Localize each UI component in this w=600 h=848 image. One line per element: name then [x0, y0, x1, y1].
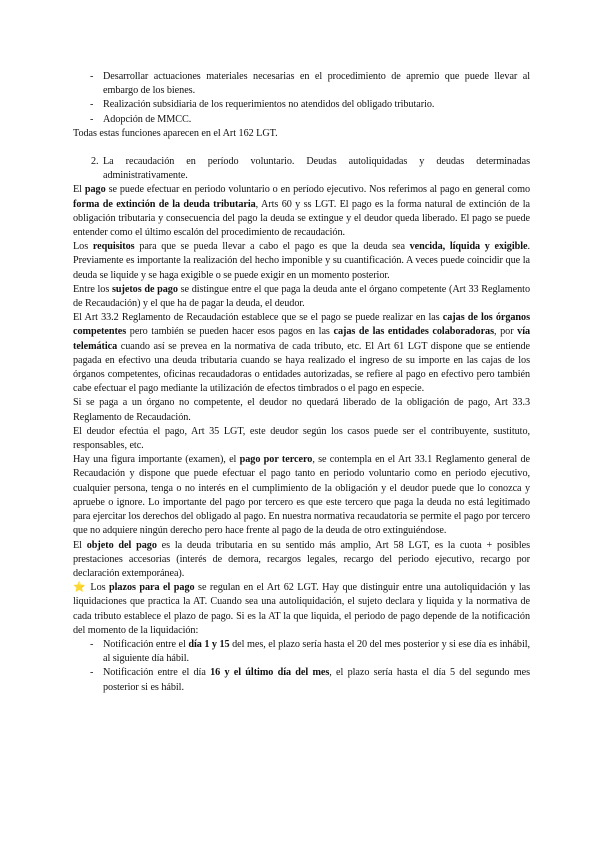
text-run: se puede efectuar en periodo voluntario o en período ejecutivo. Nos referimos al pago en general como — [105, 184, 530, 196]
text-run: , se contempla en el Art 33.1 Reglamento general de Recaudación y dispone que puede efectuar el pago tanto en periodo voluntario como en periodo ejecutivo, cualquier persona, tenga o no interés en el cumplimiento de la obligación y el deudor puede que lo conozca y apruebe o ignore. Lo importante del pago por tercero es que este tercero que paga la deuda no está legitimado para ejercitar los derechos del obligado al pago. En nuestra normativa recaudatoria se permite el pago por tercero que no adquiere ningún derecho pero hace frente al pago de la deuda de otro extinguiéndose. — [73, 454, 530, 537]
list-item — [73, 666, 530, 694]
text-run: es la deuda tributaria en su sentido más amplio, Art 58 LGT, es la cuota + posibles prestaciones accesorias (interés de demora, recargos legales, recargo del periodo ejecutivo, recargo por declaración extemporánea). — [73, 539, 530, 579]
bold-term: 16 y el último día del mes — [210, 667, 330, 679]
section-number: 2. — [91, 156, 99, 168]
bold-term: forma de extinción de la deuda tributaria — [73, 198, 256, 210]
text-run: Notificación entre el — [103, 638, 189, 650]
section-title: La recaudación en período voluntario. Deudas autoliquidadas y deudas determinadas administrativamente. — [103, 156, 530, 182]
text-run: del mes, el plazo sería hasta el 20 del mes posterior y si ese día es inhábil, al siguiente día hábil. — [103, 638, 531, 665]
text-run: , Arts 60 y ss LGT. El pago es la forma natural de extinción de la obligación tributaria y consecuencia del pago la deuda se extingue y el deudor queda liberado. El pago se puede entender como el último escalón del procedimiento de recaudación. — [73, 198, 530, 239]
bold-term: sujetos de pago — [111, 283, 178, 295]
paragraph-pago — [73, 183, 530, 240]
paragraph-deudor: El deudor efectúa el pago, Art 35 LGT, este deudor según los casos puede ser el contribuyente, sustituto, responsables, etc. — [73, 425, 530, 452]
list-dash: - — [90, 99, 94, 111]
list-dash: - — [90, 638, 94, 650]
text-run: , por — [494, 326, 518, 338]
functions-list — [73, 70, 530, 127]
text-run: Los — [90, 582, 110, 594]
plazos-list — [73, 638, 530, 695]
bold-term: pago por tercero — [239, 454, 313, 466]
list-item — [73, 113, 530, 127]
paragraph-requisitos — [73, 240, 530, 283]
paragraph-plazos — [73, 581, 530, 638]
text-run: Entre los — [73, 283, 112, 295]
text-run: se regulan en el Art 62 LGT. Hay que distinguir entre una autoliquidación y las liquidaciones que practica la AT. Cuando sea una autoliquidación, el sujeto declara y liquida y la normativa de cada tributo establece el plazo de pago. Si es la AT la que liquida, el periodo de pago depende de la notificación del momento de la liquidación: — [73, 582, 530, 636]
text-run: El Art 33.2 Reglamento de Recaudación establece que se el pago se puede realizar en las — [73, 312, 443, 324]
bold-term: requisitos — [92, 241, 135, 253]
list-item-text: Realización subsidiaria de los requerimientos no atendidos del obligado tributario. — [103, 99, 435, 111]
paragraph-organo-no-competente: Si se paga a un órgano no competente, el deudor no quedará liberado de la obligación de pago, Art 33.3 Reglamento de Recaudación. — [73, 397, 530, 423]
bold-term: vencida, líquida y exigible — [409, 241, 528, 253]
text-run: El — [73, 184, 85, 196]
text-run: para que se pueda llevar a cabo el pago es que la deuda sea — [134, 241, 410, 253]
list-dash: - — [90, 71, 94, 82]
list-item — [73, 98, 530, 112]
text-run: pero también se pueden hacer esos pagos en las — [126, 326, 334, 338]
bold-term: pago — [84, 184, 106, 196]
bold-term: vía telemática — [73, 326, 531, 352]
list-item — [73, 638, 530, 666]
bold-term: día 1 y 15 — [188, 638, 230, 650]
text-run: se distingue entre el que paga la deuda ante el órgano competente (Art 33 Reglamento de Recaudación) y el que ha de pagar la deuda, el deudor. — [73, 283, 530, 310]
text-run: El — [73, 539, 87, 551]
text-run: . Previamente es importante la realización del hecho imponible y su cuantificación. A veces puede coincidir que la deuda se liquide y se haga exigible o se puede exigir en un momento posterior. — [73, 241, 531, 281]
paragraph-objeto — [73, 539, 530, 582]
bold-term: cajas de los órganos competentes — [73, 312, 531, 338]
text-run: cuando así se prevea en la normativa de cada tributo, etc. El Art 61 LGT dispone que se entiende pagada en efectivo una deuda tributaria cuando se haya realizado el ingreso de su importe en las cajas de los órganos competentes, oficinas recaudadoras o entidades autorizadas, se refiere al pago en efectivo pero también cabe efectuar el pago mediante la utilización de efectos timbrados o el pago en especie. — [73, 340, 530, 395]
list-item-text: Desarrollar actuaciones materiales necesarias en el procedimiento de apremio que puede llevar al embargo de los bienes. — [103, 71, 530, 97]
text-run: Hay una figura importante (examen), el — [73, 454, 240, 466]
paragraph-pago-tercero — [73, 453, 530, 538]
paragraph-sujetos — [73, 283, 530, 311]
document-page — [73, 70, 530, 695]
text-run: , el plazo sería hasta el día 5 del segundo mes posterior si es hábil. — [103, 667, 531, 693]
bold-term: plazos para el pago — [109, 582, 195, 594]
text-run: Notificación entre el día — [103, 667, 211, 679]
bold-term: objeto del pago — [86, 539, 157, 551]
list-item — [73, 70, 530, 98]
list-item-text: Adopción de MMCC. — [103, 113, 192, 125]
paragraph-cajas — [73, 311, 530, 396]
star-icon: ⭐ — [73, 582, 87, 594]
text-run: Los — [73, 241, 93, 253]
section-heading — [73, 155, 530, 183]
functions-summary: Todas estas funciones aparecen en el Art 162 LGT. — [73, 127, 278, 139]
list-dash: - — [90, 667, 94, 679]
list-dash: - — [90, 113, 94, 125]
bold-term: cajas de las entidades colaboradoras — [333, 326, 495, 338]
